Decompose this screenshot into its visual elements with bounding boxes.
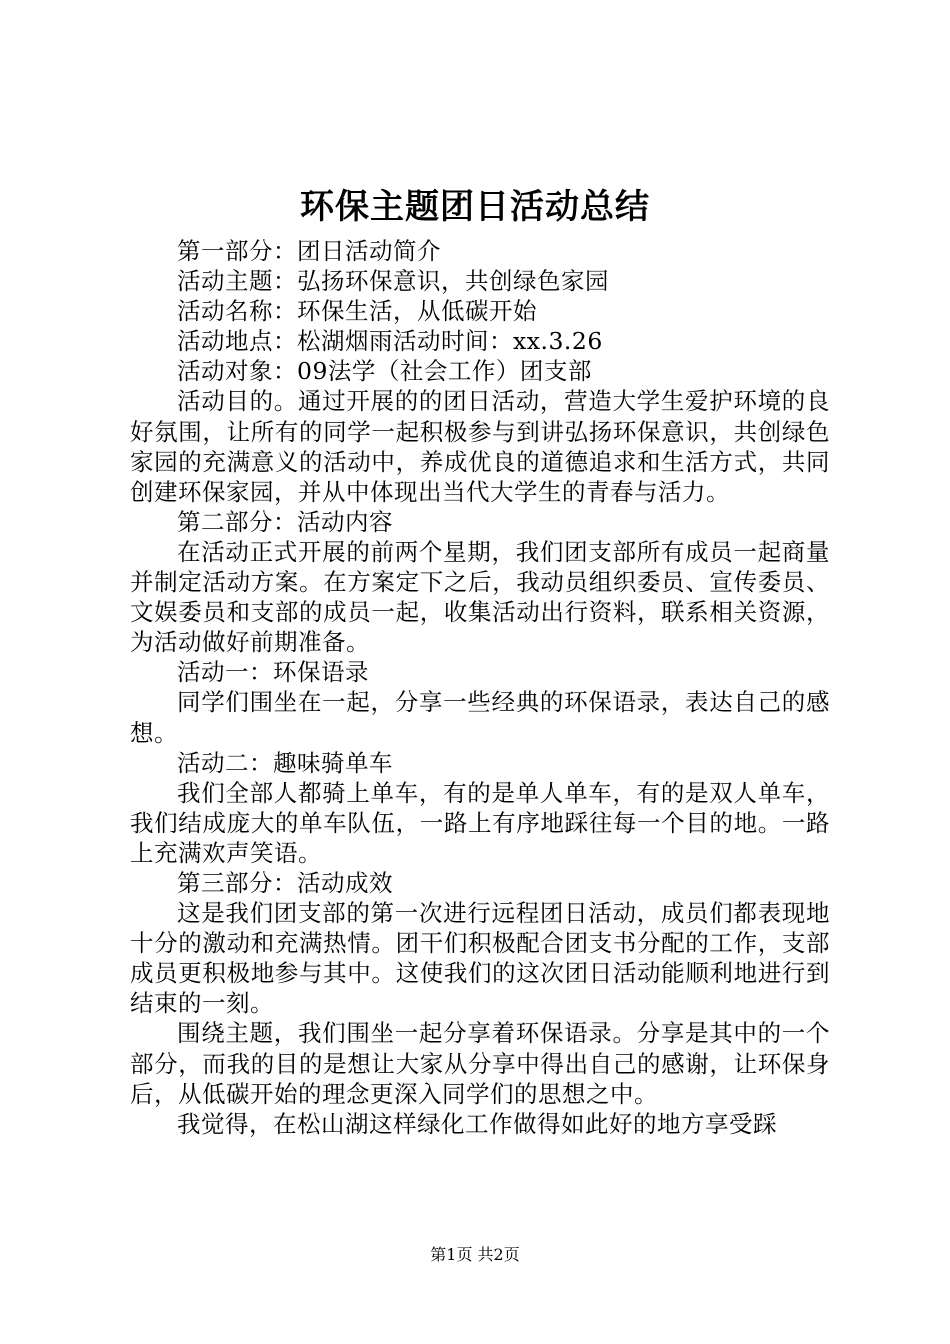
paragraph-activity-target: 活动对象：09法学（社会工作）团支部 <box>177 357 592 386</box>
paragraph-activity-name: 活动名称：环保生活，从低碳开始 <box>177 297 537 326</box>
document-body <box>130 236 830 1139</box>
paragraph-activity-two-body: 我们全部人都骑上单车，有的是单人单车，有的是双人单车，我们结成庞大的单车队伍，一路上有序地踩往每一个目的地。一路上充满欢声笑语。 <box>130 778 830 867</box>
document-title: 环保主题团日活动总结 <box>300 187 650 227</box>
paragraph-section-1-heading: 第一部分：团日活动简介 <box>177 237 441 265</box>
paragraph-preparation: 在活动正式开展的前两个星期，我们团支部所有成员一起商量并制定活动方案。在方案定下之后，我动员组织委员、宣传委员、文娱委员和支部的成员一起，收集活动出行资料，联系相关资源，为活动做好前期准备。 <box>130 537 830 657</box>
paragraph-results-two: 围绕主题，我们围坐一起分享着环保语录。分享是其中的一个部分，而我的目的是想让大家从分享中得出自己的感谢，让环保身后，从低碳开始的理念更深入同学们的思想之中。 <box>130 1019 830 1108</box>
paragraph-activity-one-body: 同学们围坐在一起，分享一些经典的环保语录，表达自己的感想。 <box>130 688 830 747</box>
paragraph-activity-purpose: 活动目的。通过开展的的团日活动，营造大学生爱护环境的良好氛围，让所有的同学一起积极参与到讲弘扬环保意识，共创绿色家园的充满意义的活动中，养成优良的道德追求和生活方式，共同创建环保家园，并从中体现出当代大学生的青春与活力。 <box>130 387 830 506</box>
paragraph-section-2-heading: 第二部分：活动内容 <box>177 507 393 536</box>
paragraph-section-3-heading: 第三部分：活动成效 <box>177 868 393 897</box>
paragraph-activity-one-heading: 活动一：环保语录 <box>177 658 369 687</box>
paragraph-activity-two-heading: 活动二：趣味骑单车 <box>177 748 393 777</box>
paragraph-activity-theme: 活动主题：弘扬环保意识，共创绿色家园 <box>177 267 609 296</box>
page-footer: 第1页 共2页 <box>430 1245 520 1264</box>
paragraph-results-one: 这是我们团支部的第一次进行远程团日活动，成员们都表现地十分的激动和充满热情。团干们积极配合团支书分配的工作，支部成员更积极地参与其中。这使我们的这次团日活动能顺利地进行到结束的一刻。 <box>130 899 830 1018</box>
paragraph-results-three: 我觉得，在松山湖这样绿化工作做得如此好的地方享受踩 <box>177 1109 777 1138</box>
paragraph-activity-location-time: 活动地点：松湖烟雨活动时间：xx.3.26 <box>177 327 603 356</box>
